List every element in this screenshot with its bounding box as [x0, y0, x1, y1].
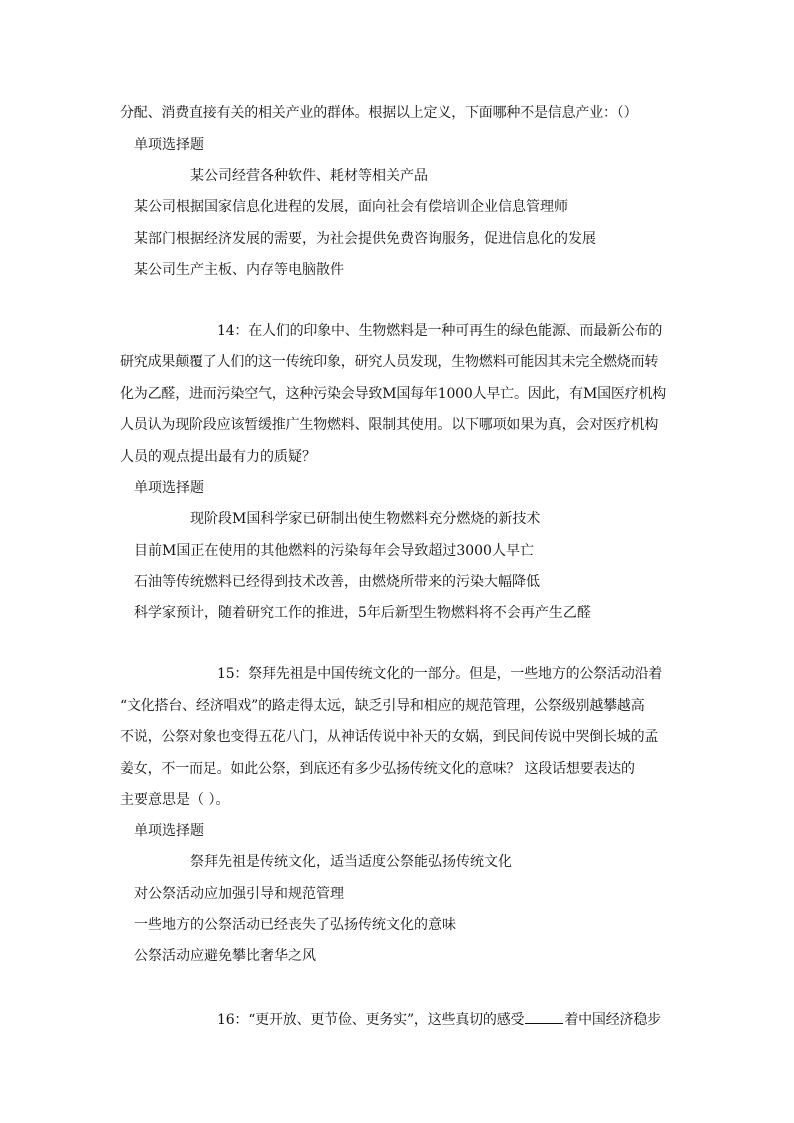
- q13-type-label: 单项选择题: [134, 137, 204, 153]
- q14-option-a[interactable]: 现阶段M国科学家已研制出使生物燃料充分燃烧的新技术: [190, 511, 541, 527]
- q14-option-b[interactable]: 目前M国正在使用的其他燃料的污染每年会导致超过3000人早亡: [134, 543, 534, 559]
- q15-type-label: 单项选择题: [134, 823, 204, 839]
- q15-stem-line-1: 15：祭拜先祖是中国传统文化的一部分。但是，一些地方的公祭活动沿着: [217, 666, 663, 682]
- q15-option-a[interactable]: 祭拜先祖是传统文化，适当适度公祭能弘扬传统文化: [190, 854, 512, 870]
- q15-stem-line-3: 不说，公祭对象也变得五花八门，从神话传说中补天的女娲，到民间传说中哭倒长城的孟: [120, 729, 659, 745]
- q16-fill-blank: [525, 1009, 563, 1024]
- q13-option-d[interactable]: 某公司生产主板、内存等电脑散件: [134, 262, 344, 278]
- q15-stem-line-5: 主要意思是（ ）。: [120, 792, 230, 808]
- q14-stem-line-4: 人员认为现阶段应该暂缓推广生物燃料、限制其使用。以下哪项如果为真，会对医疗机构: [120, 417, 659, 433]
- q14-type-label: 单项选择题: [134, 480, 204, 496]
- q14-stem-line-2: 研究成果颠覆了人们的这一传统印象，研究人员发现，生物燃料可能因其未完全燃烧而转: [120, 354, 659, 370]
- q16-stem-before-blank: 16：“更开放、更节俭、更务实”，这些真切的感受: [217, 1012, 525, 1028]
- q14-stem-line-1: 14：在人们的印象中、生物燃料是一种可再生的绿色能源、而最新公布的: [217, 323, 663, 339]
- q15-stem-line-4: 姜女，不一而足。如此公祭，到底还有多少弘扬传统文化的意味？ 这段话想要表达的: [120, 761, 635, 777]
- q13-option-b[interactable]: 某公司根据国家信息化进程的发展，面向社会有偿培训企业信息管理师: [134, 199, 568, 215]
- q15-option-c[interactable]: 一些地方的公祭活动已经丧失了弘扬传统文化的意味: [134, 917, 456, 933]
- q16-stem-after-blank: 着中国经济稳步: [564, 1012, 661, 1028]
- q15-stem-line-2: “文化搭台、经济唱戏”的路走得太远，缺乏引导和相应的规范管理，公祭级别越攀越高: [120, 698, 645, 714]
- q16-stem-line-1: [217, 1009, 661, 1029]
- q14-option-c[interactable]: 石油等传统燃料已经得到技术改善，由燃烧所带来的污染大幅降低: [134, 574, 540, 590]
- q15-option-b[interactable]: 对公祭活动应加强引导和规范管理: [134, 886, 344, 902]
- q14-stem-line-3: 化为乙醛，进而污染空气，这种污染会导致M国每年1000人早亡。因此，有M国医疗机构: [120, 386, 667, 402]
- q13-stem-tail: 分配、消费直接有关的相关产业的群体。根据以上定义，下面哪种不是信息产业：（）: [120, 105, 638, 121]
- q13-option-c[interactable]: 某部门根据经济发展的需要，为社会提供免费咨询服务，促进信息化的发展: [134, 231, 596, 247]
- q14-stem-line-5: 人员的观点提出最有力的质疑？: [120, 449, 316, 465]
- q13-option-a[interactable]: 某公司经营各种软件、耗材等相关产品: [190, 168, 428, 184]
- q14-option-d[interactable]: 科学家预计，随着研究工作的推进，5年后新型生物燃料将不会再产生乙醛: [134, 605, 591, 621]
- q15-option-d[interactable]: 公祭活动应避免攀比奢华之风: [134, 948, 316, 964]
